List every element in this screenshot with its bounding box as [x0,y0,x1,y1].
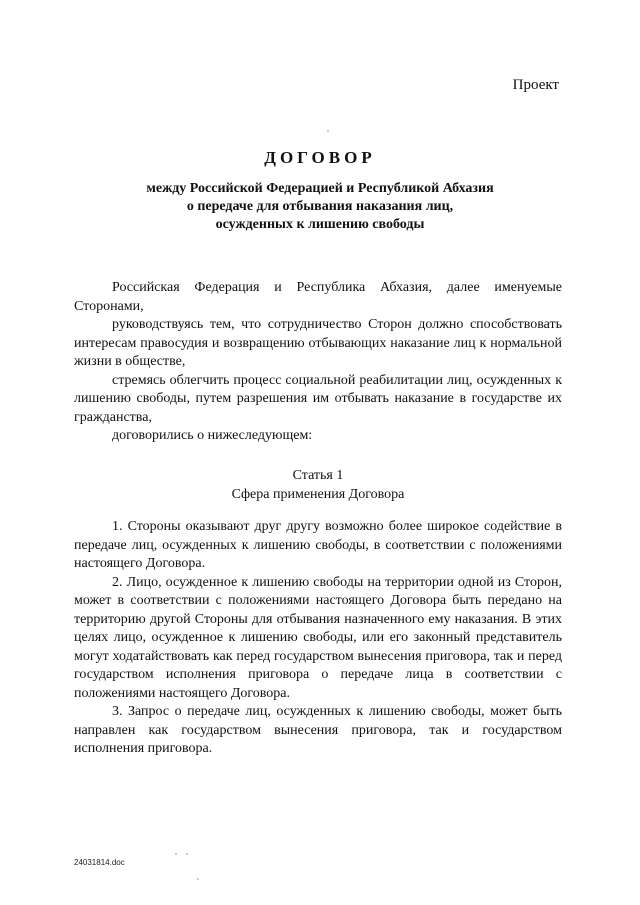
article-1-heading-block [74,466,562,504]
article-1-number: Статья 1 [292,468,344,483]
scan-speck [197,878,199,880]
preamble [74,279,562,446]
scan-speck [186,853,188,855]
article-1-paragraph-3: 3. Запрос о передаче лиц, осужденных к лишению свободы, может быть направлен как государством вынесения приговора, так и государством исполнения приговора. [74,704,562,756]
title-block [60,148,580,234]
article-1-heading: Сфера применения Договора [231,487,405,502]
scan-speck [327,130,329,132]
document-subtitle-line-1: между Российской Федерацией и Республикой Абхазия [146,181,494,196]
preamble-parties: Российская Федерация и Республика Абхазия, далее именуемые Сторонами, [74,280,562,314]
preamble-seeking: стремясь облегчить процесс социальной реабилитации лиц, осужденных к лишению свободы, путем разрешения им отбывать наказание в государстве их гражданства, [74,372,562,425]
document-subtitle-line-2: о передаче для отбывания наказания лиц, [186,199,454,214]
preamble-agreed: договорились о нижеследующем: [112,428,313,443]
article-1-body [74,518,562,759]
file-code: 24031814.doc [74,858,125,867]
document-subtitle-line-3: осужденных к лишению свободы [215,217,425,232]
document-title: ДОГОВОР [264,148,376,167]
scan-speck [175,853,177,855]
preamble-guided-by: руководствуясь тем, что сотрудничество Сторон должно способствовать интересам правосудия и возвращению отбывающих наказание лиц к нормальной жизни в обществе, [74,317,562,369]
draft-status-label: Проект [512,77,559,93]
article-1-paragraph-1: 1. Стороны оказывают друг другу возможно более широкое содействие в передаче лиц, осужденных к лишению свободы, в соответствии с положениями настоящего Договора. [74,519,562,571]
article-1-paragraph-2: 2. Лицо, осужденное к лишению свободы на территории одной из Сторон, может в соответствии с положениями настоящего Договора быть передано на территорию другой Стороны для отбывания назначенного ему наказания. В этих целях лицо, осужденное к лишению свободы, или его законный представитель могут ходатайствовать как перед государством вынесения приговора, так и перед государством исполнения приговора о передаче лица в соответствии с положениями настоящего Договора. [74,574,562,701]
